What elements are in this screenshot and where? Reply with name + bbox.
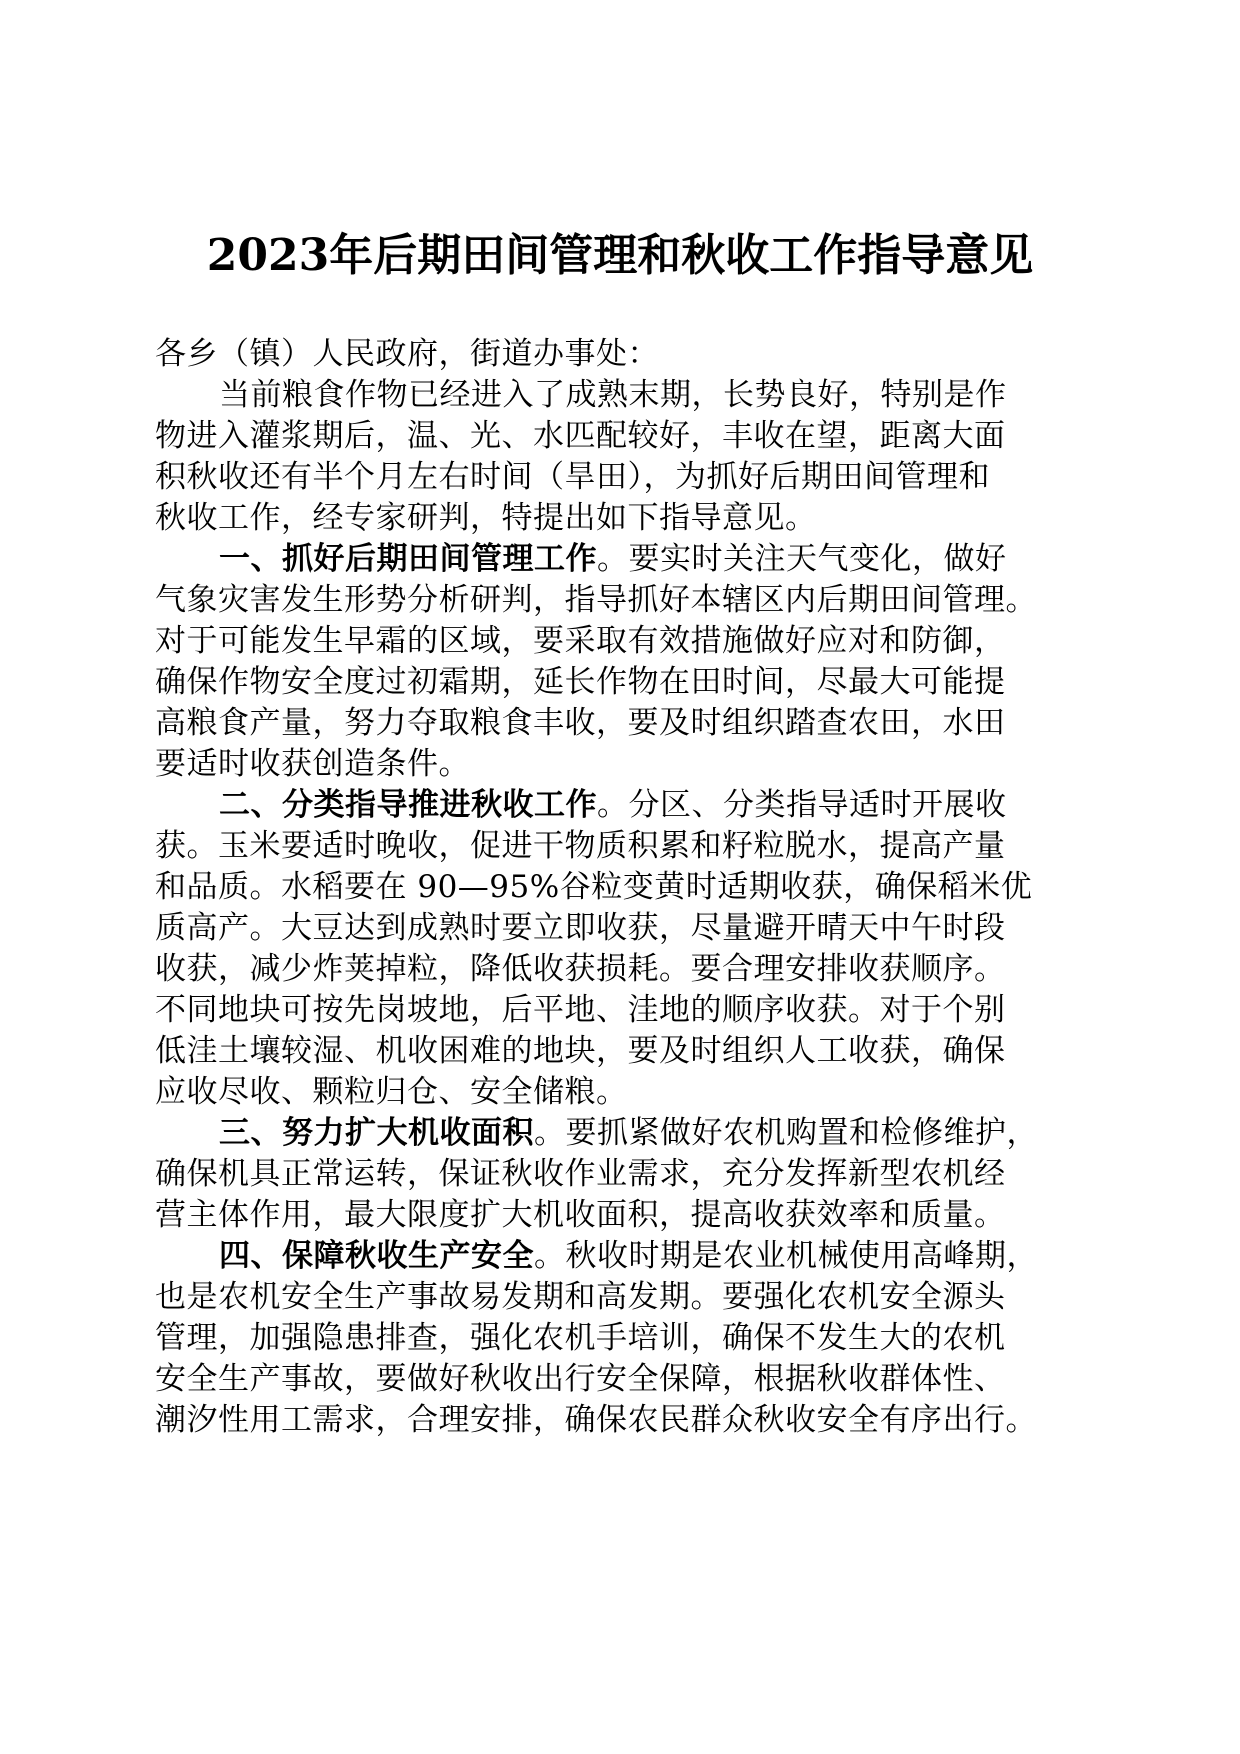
- section-2-line: 低洼土壤较湿、机收困难的地块，要及时组织人工收获，确保: [155, 1033, 1006, 1069]
- intro-line: 当前粮食作物已经进入了成熟末期，长势良好，特别是作: [219, 377, 1007, 413]
- section-3-first-line-text: 。要抓紧做好农机购置和检修维护，: [534, 1115, 1038, 1151]
- section-1-line: 高粮食产量，努力夺取粮食丰收，要及时组织踏查农田，水田: [155, 705, 1006, 741]
- section-1-first-line-text: 。要实时关注天气变化，做好: [597, 541, 1007, 577]
- section-1-first-line: [155, 539, 1095, 580]
- section-2-line: 不同地块可按先岗坡地，后平地、洼地的顺序收获。对于个别: [155, 992, 1006, 1028]
- section-2-line: 获。玉米要适时晚收，促进干物质积累和籽粒脱水，提高产量: [155, 828, 1006, 864]
- section-3-first-line: [155, 1113, 1095, 1154]
- section-2-line: 质高产。大豆达到成熟时要立即收获，尽量避开晴天中午时段: [155, 910, 1006, 946]
- section-2-first-line-text: 。分区、分类指导适时开展收: [597, 787, 1007, 823]
- section-4-first-line: [155, 1236, 1095, 1277]
- section-2-heading: 二、分类指导推进秋收工作: [219, 787, 597, 823]
- section-3-heading: 三、努力扩大机收面积: [219, 1115, 534, 1151]
- section-3-line: 确保机具正常运转，保证秋收作业需求，充分发挥新型农机经: [155, 1156, 1006, 1192]
- section-1-heading: 一、抓好后期田间管理工作: [219, 541, 597, 577]
- section-4-first-line-text: 。秋收时期是农业机械使用高峰期，: [534, 1238, 1038, 1274]
- section-3-line: 营主体作用，最大限度扩大机收面积，提高收获效率和质量。: [155, 1197, 1006, 1233]
- section-4-line: 管理，加强隐患排查，强化农机手培训，确保不发生大的农机: [155, 1320, 1006, 1356]
- section-1-line: 要适时收获创造条件。: [155, 746, 470, 782]
- section-2-line: 收获，减少炸荚掉粒，降低收获损耗。要合理安排收获顺序。: [155, 951, 1006, 987]
- section-2-line: 应收尽收、颗粒归仓、安全储粮。: [155, 1074, 628, 1110]
- section-2-line: 和品质。水稻要在 90—95%谷粒变黄时适期收获，确保稻米优: [155, 869, 1033, 905]
- intro-line: 积秋收还有半个月左右时间（旱田），为抓好后期田间管理和: [155, 459, 990, 495]
- intro-line: 秋收工作，经专家研判，特提出如下指导意见。: [155, 500, 817, 536]
- section-4-line: 安全生产事故，要做好秋收出行安全保障，根据秋收群体性、: [155, 1361, 1006, 1397]
- document-body: [155, 334, 1095, 1441]
- section-4-line: 也是农机安全生产事故易发期和高发期。要强化农机安全源头: [155, 1279, 1006, 1315]
- section-4-heading: 四、保障秋收生产安全: [219, 1238, 534, 1274]
- section-1-line: 对于可能发生早霜的区域，要采取有效措施做好应对和防御，: [155, 623, 1006, 659]
- salutation: 各乡（镇）人民政府，街道办事处：: [155, 336, 659, 372]
- document-title: 2023年后期田间管理和秋收工作指导意见: [206, 230, 1034, 281]
- section-4-line: 潮汐性用工需求，合理安排，确保农民群众秋收安全有序出行。: [155, 1402, 1037, 1438]
- section-2-first-line: [155, 785, 1095, 826]
- section-1-line: 确保作物安全度过初霜期，延长作物在田时间，尽最大可能提: [155, 664, 1006, 700]
- intro-line: 物进入灌浆期后，温、光、水匹配较好，丰收在望，距离大面: [155, 418, 1006, 454]
- section-1-line: 气象灾害发生形势分析研判，指导抓好本辖区内后期田间管理。: [155, 582, 1037, 618]
